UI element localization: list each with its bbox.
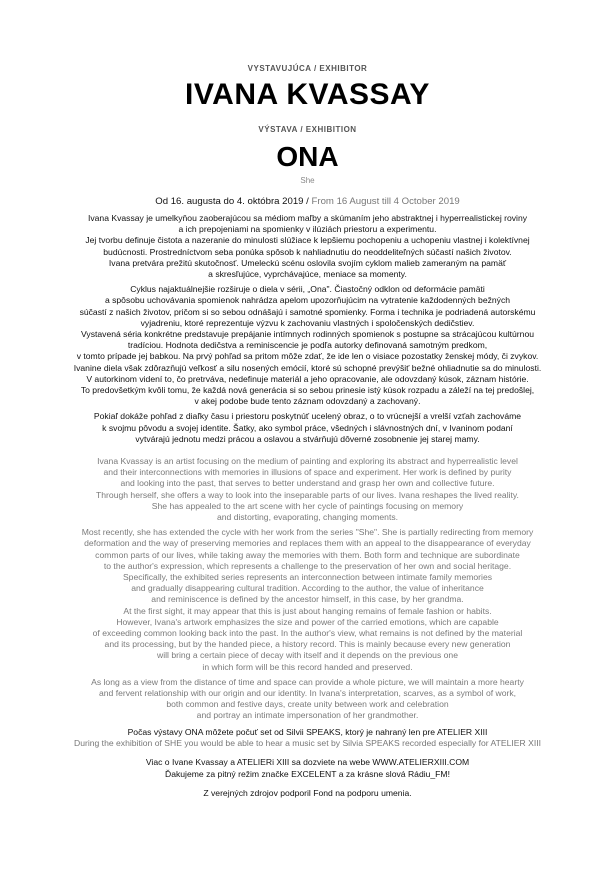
music-note-sk: Počas výstavy ONA môžete počuť set od Silvii SPEAKS, ktorý je nahraný len pre ATELIER XIII [127,727,488,737]
dates-en: From 16 August till 4 October 2019 [311,196,460,207]
sk-paragraph [34,213,581,280]
text-line: deformation and the way of preserving memories and replaces them with an appeal to the disappearance of everyday [84,538,531,549]
text-line: Ivanine diela však zdôrazňujú veľkosť a silu nosených emócií, ktoré sú schopné prevýšiť bežné ohliadnutie sa do minulosti. [73,362,542,373]
text-line: and their interconnections with memories in illusions of space and experiment. Her work is defined by purity [103,467,512,478]
text-line: common parts of our lives, while taking away the memories with them. Both form and technique are subordinate [95,549,520,560]
text-line: tradíciou. Hodnota dedičstva a reminiscencie je podľa autorky definovaná samotným predkom, [127,340,488,351]
text-line: vyjadreniu, ktoré reprezentuje výzvu k zachovaniu vlastných i spoločenských dedičstiev. [140,317,475,328]
text-line: Specifically, the exhibited series represents an interconnection between intimate family memories [122,572,493,583]
en-paragraph [34,527,581,673]
text-line: Vystavená séria konkrétne predstavuje prepájanie intímnych rodinných spomienok s postupne sa strácajúcou kultúrnou [80,329,535,340]
music-note-en: During the exhibition of SHE you would be able to hear a music set by Silvia SPEAKS recorded especially for ATELIER XIII [73,738,541,749]
support-note: Z verejných zdrojov podporil Fond na podporu umenia. [203,787,412,798]
text-line: Cyklus najaktuálnejšie rozširuje o diela v sérii, „Ona". Čiastočný odklon od deformácie pamäti [130,284,485,295]
text-line: v tomto prípade jej babkou. Na prvý pohľad sa pritom môže zdať, že ide len o visiace pozostatky ženskej módy, či zvykov. [76,351,539,362]
text-line: and distorting, evaporating, changing moments. [216,512,399,523]
sk-paragraph [34,411,581,445]
text-line: Ivana pretvára prežitú skutočnosť. Umeleckú scénu oslovila svojím cyklom malieb zameraným na pamäť [108,257,507,268]
text-line: Jej tvorbu definuje čistota a nazeranie do minulosti slúžiace k lepšiemu pochopeniu a uchopeniu vlastnej i kolektívnej [85,235,530,246]
text-line: k svojmu pôvodu a svojej identite. Šatky, ako symbol práce, všedných i slávnostných dní, v Ivaninom podaní [102,422,513,433]
en-paragraph [34,456,581,523]
text-line: and reminiscence is defined by the ancestor himself, in this case, by her grandma. [151,594,464,605]
text-line: of exceeding common looking back into the past. In the author's view, what remains is not defined by the material [92,628,523,639]
sk-paragraph [34,284,581,407]
text-line: to the author's expression, which represents a challenge to the preservation of her own and social heritage. [103,560,512,571]
text-line: a skresľujúce, vyprchávajúce, meniace sa momenty. [208,269,407,280]
slovak-description [34,213,581,445]
text-line: At the first sight, it may appear that this is just about hanging remains of female fashion or habits. [123,605,492,616]
text-line: V autorkinom videní to, čo pretrváva, nedefinuje materiál a jeho opracovanie, ale odovzdaný kúsok, záznam histórie. [86,373,529,384]
text-line: a spôsobu uchovávania spomienok nahrádza apelom upozorňujúcim na vytratenie každodenných bežných [104,295,511,306]
text-line: She has appealed to the art scene with her cycle of paintings focusing on memory [151,500,464,511]
more-info: Viac o Ivane Kvassay a ATELIERi XIII sa dozviete na webe WWW.ATELIERXIII.COM [145,757,470,768]
text-line: However, Ivana's artwork emphasizes the size and power of the carried emotions, which are capable [116,616,499,627]
en-paragraph [34,677,581,722]
text-line: and gradually disappearing cultural tradition. According to the author, the value of inheritance [131,583,484,594]
artist-name: IVANA KVASSAY [185,78,430,111]
english-description [34,456,581,722]
text-line: a ich prepojeniami na spomienky v ilúziách priestoru a experimentu. [178,224,437,235]
text-line: Most recently, she has extended the cycle with her work from the series "She". She is partially redirecting from memory [81,527,534,538]
text-line: and fervent relationship with our origin and our identity. In Ivana's interpretation, scarves, as a symbol of work, [98,688,517,699]
text-line: vytvárajú jednotu medzi prácou a oslavou a stvárňujú dôverné zosobnenie jej starej mamy. [135,433,480,444]
text-line: To predovšetkým kvôli tomu, že každá nová generácia si so sebou prinesie istý kúsok rozpadu a záleží na tej predošlej, [80,385,535,396]
text-line: Pokiaľ dokáže pohľad z diaľky času i priestoru poskytnúť ucelený obraz, o to vrúcnejší a vrelší vzťah zachováme [93,411,522,422]
dates-sk: Od 16. augusta do 4. októbra 2019 / [155,196,312,207]
thanks-note: Ďakujeme za pitný režim značke EXCELENT a za krásne slová Rádiu_FM! [165,768,450,779]
text-line: and portray an intimate impersonation of her grandmother. [196,710,419,721]
text-line: and looking into the past, that serves to better understand and grasp her own and collective future. [120,478,495,489]
text-line: Ivana Kvassay is an artist focusing on the medium of painting and exploring its abstract and hyperrealistic level [97,456,518,466]
text-line: súčastí z našich životov, pričom si so sebou odnášajú i samotné spomienky. Forma i technika je podriadená autorskému [79,306,536,317]
exhibition-title: ONA [276,141,339,172]
text-line: Ivana Kvassay je umelkyňou zaoberajúcou sa médiom maľby a skúmaním jeho abstraktnej i hyperrealistickej roviny [87,213,528,223]
text-line: in which form will be this record handed and preserved. [202,661,413,672]
exhibition-subtitle: She [300,176,315,185]
exhibitor-label: VYSTAVUJÚCA / EXHIBITOR [247,64,368,73]
text-line: As long as a view from the distance of time and space can provide a whole picture, we will maintain a more hearty [91,676,524,687]
text-line: Through herself, she offers a way to look into the inseparable parts of our lives. Ivana reshapes the lived reality. [96,489,519,500]
text-line: both common and festive days, create unity between work and celebration [166,699,449,710]
exhibition-dates [0,196,615,207]
text-line: budúcnosti. Prostredníctvom seba ponúka spôsob k nahliadnutiu do neoddeliteľných súčastí našich životov. [103,246,512,257]
text-line: will bring a certain piece of decay with itself and it depends on the previous one [157,650,458,661]
footer-notes [20,727,595,799]
text-line: and its processing, but by the handed piece, a history record. This is mainly because every new generation [104,639,511,650]
text-line: v akej podobe bude tento záznam odovzdaný a zachovaný. [194,396,421,407]
exhibition-label: VÝSTAVA / EXHIBITION [258,125,357,134]
